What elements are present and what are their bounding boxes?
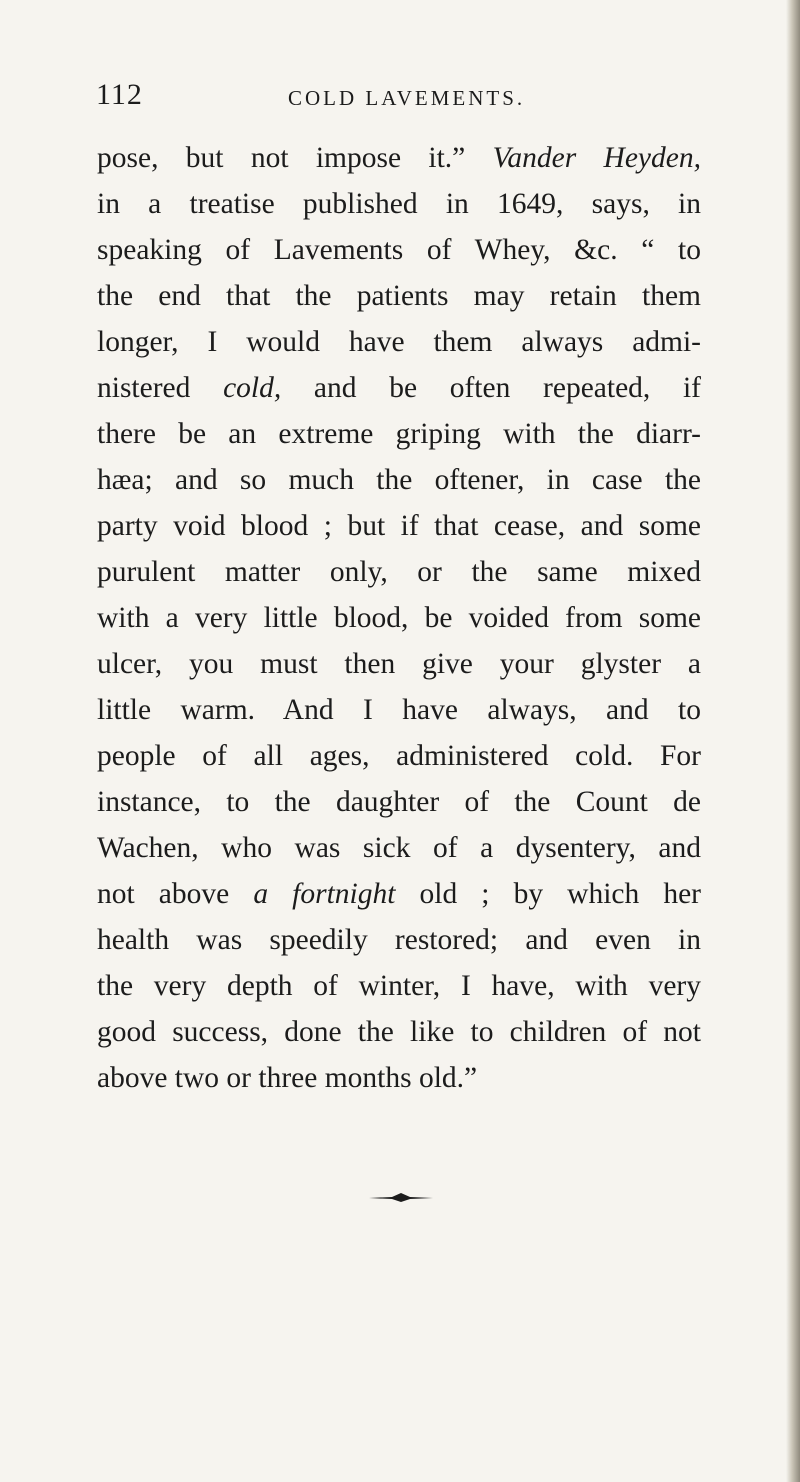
text-line: Wachen, who was sick of a dysentery, and: [97, 832, 701, 864]
text-line: speaking of Lavements of Whey, &c. “ to: [97, 234, 701, 266]
page-heading: COLD LAVEMENTS.: [288, 86, 526, 110]
page-number: 112: [96, 78, 143, 111]
text-line: not above a fortnight old ; by which her: [97, 878, 702, 910]
text-line: nistered cold, and be often repeated, if: [97, 372, 702, 404]
text-line: health was speedily restored; and even in: [97, 924, 701, 956]
text-line: pose, but not impose it.” Vander Heyden,: [97, 142, 701, 174]
text-line: in a treatise published in 1649, says, in: [97, 188, 701, 220]
running-head: [96, 78, 696, 118]
text-line: the very depth of winter, I have, with very: [97, 970, 701, 1002]
text-line: the end that the patients may retain them: [97, 280, 701, 312]
text-line: longer, I would have them always admi-: [97, 326, 701, 358]
text-line: ulcer, you must then give your glyster a: [97, 648, 701, 680]
text-line: above two or three months old.”: [97, 1062, 478, 1094]
text-line: party void blood ; but if that cease, and some: [97, 510, 701, 542]
text-line: hæa; and so much the oftener, in case the: [97, 464, 701, 496]
text-line: people of all ages, administered cold. For: [97, 740, 701, 772]
text-line: instance, to the daughter of the Count de: [97, 786, 701, 818]
body-text: [97, 135, 701, 1101]
text-line: purulent matter only, or the same mixed: [97, 556, 701, 588]
text-line: with a very little blood, be voided from some: [97, 602, 701, 634]
text-line: little warm. And I have always, and to: [97, 694, 701, 726]
text-line: good success, done the like to children of not: [97, 1016, 701, 1048]
ornament-rule-icon: [368, 1190, 434, 1204]
page-edge-shadow: [786, 0, 800, 1482]
text-line: there be an extreme griping with the diarr-: [97, 418, 701, 450]
